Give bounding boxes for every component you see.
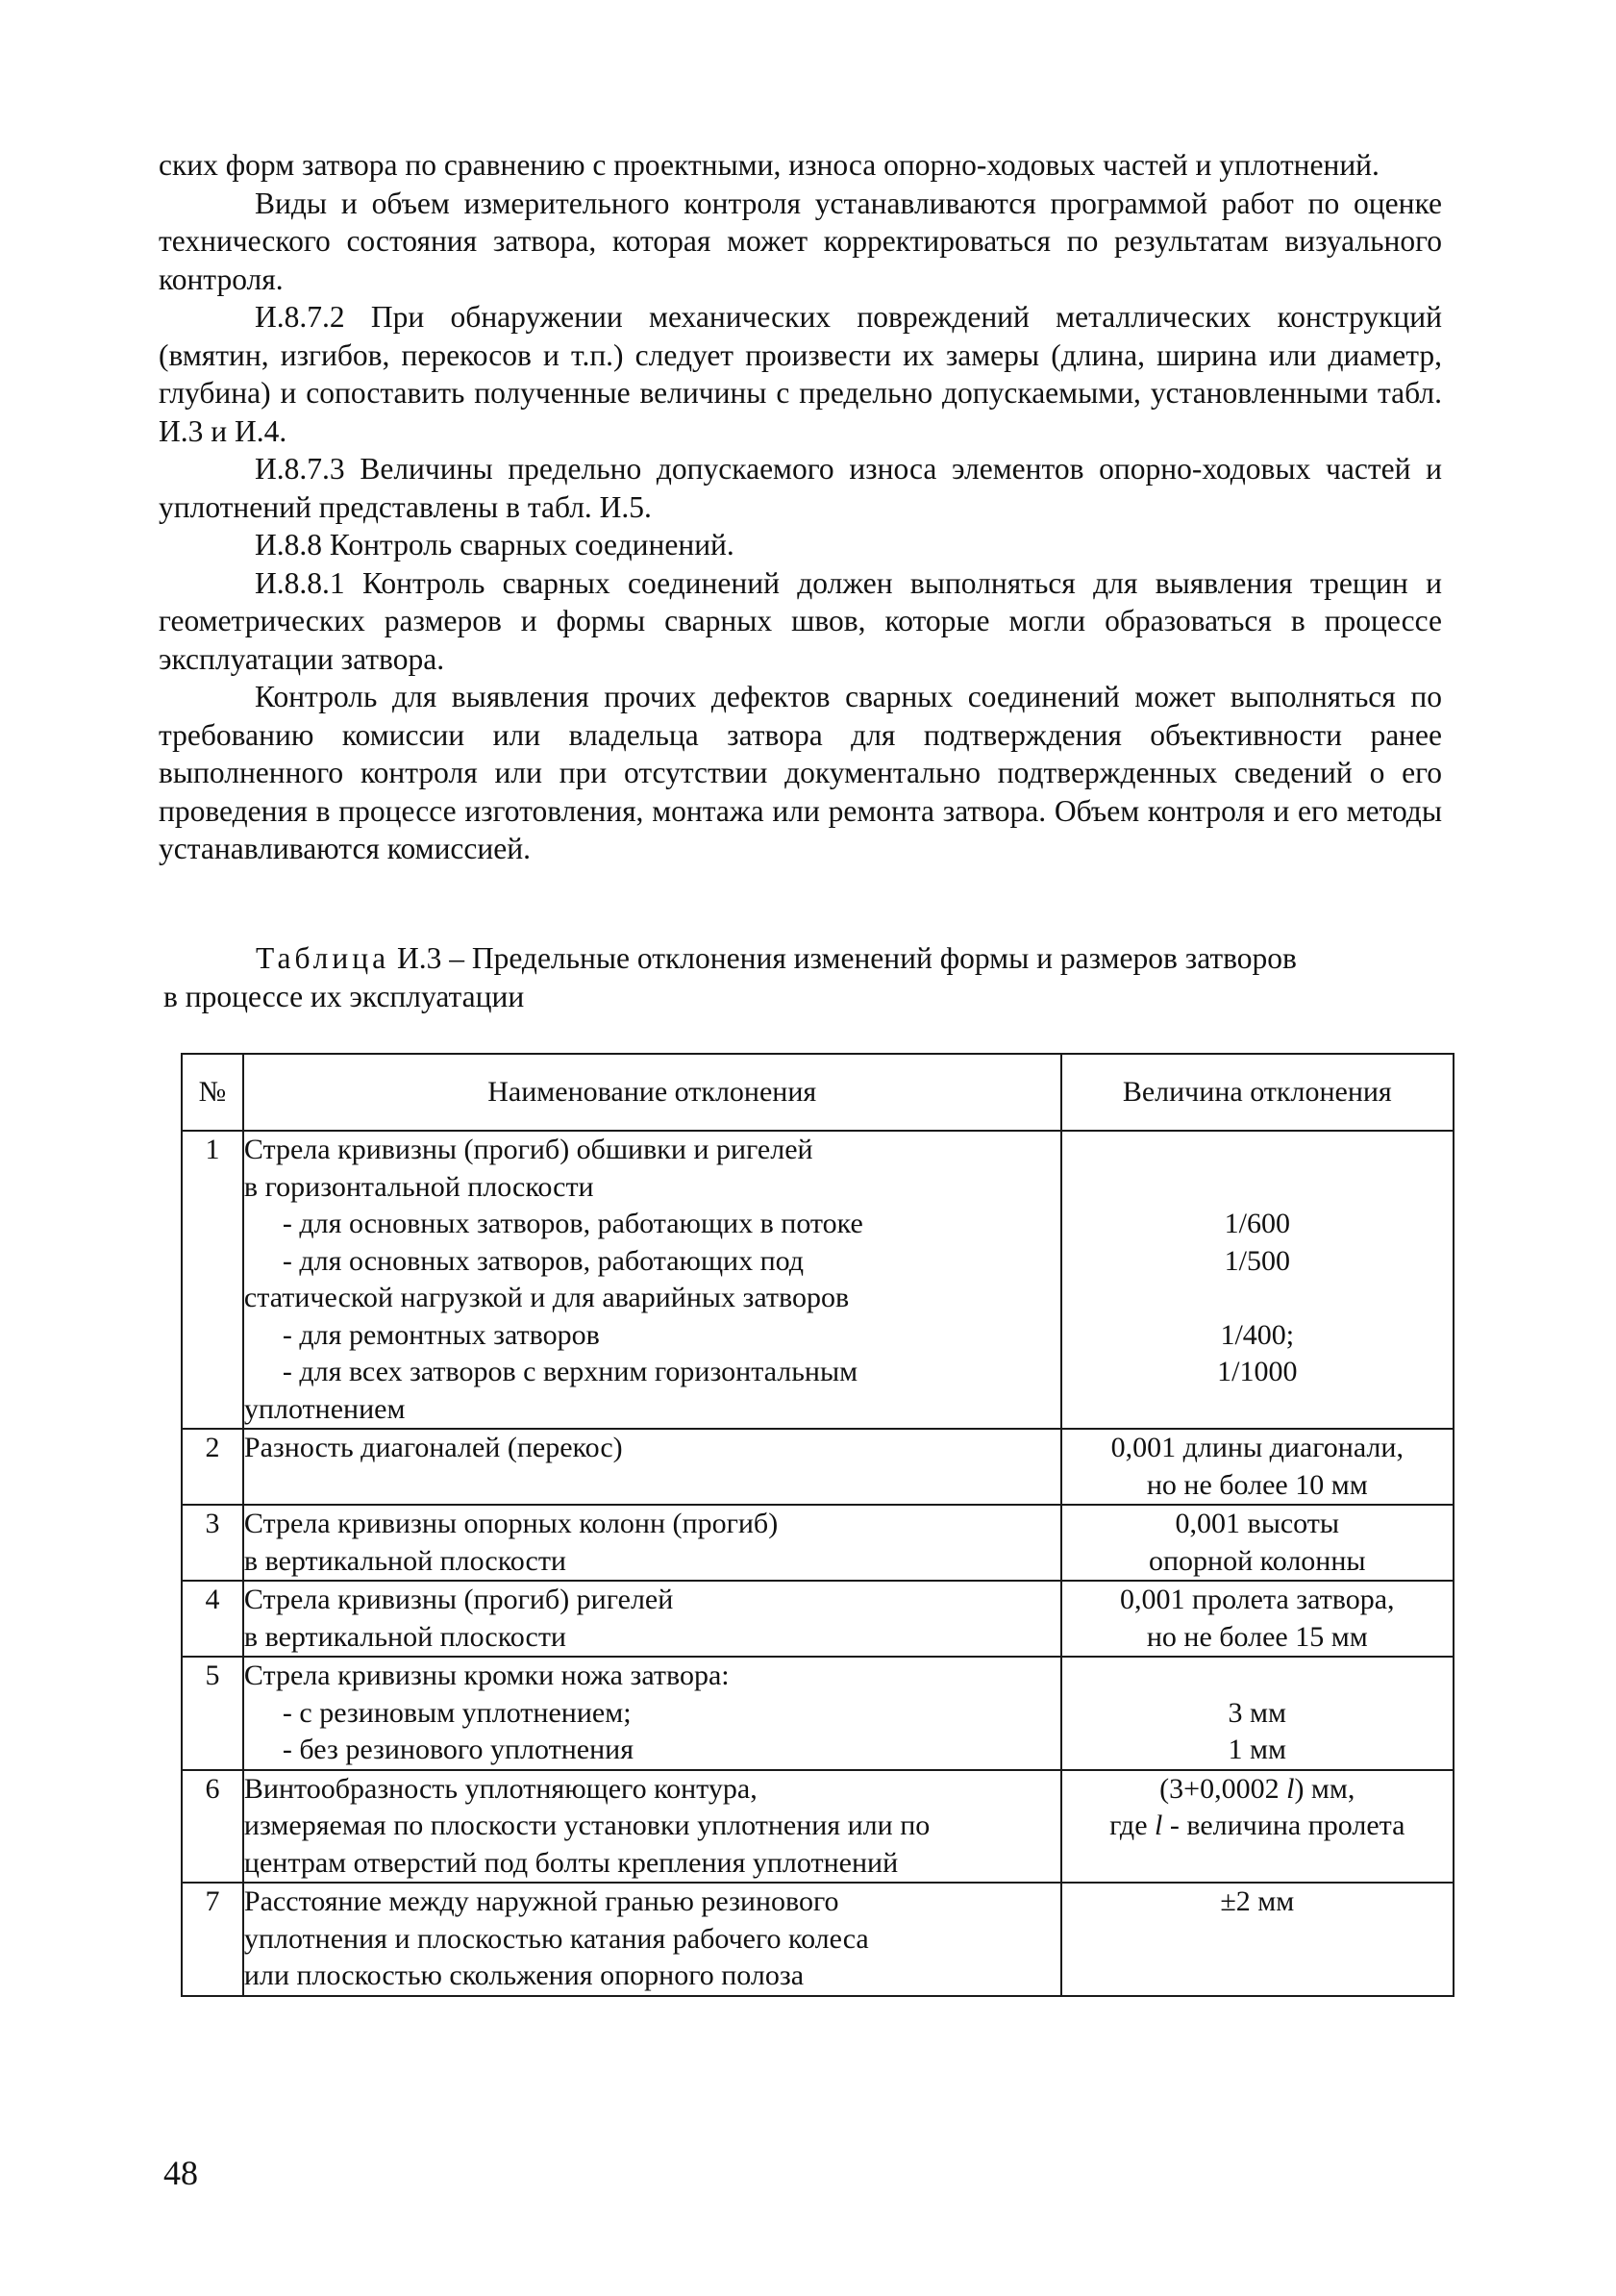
caption-title-line2: в процессе их эксплуатации [163,980,525,1013]
paragraph: И.8.7.2 При обнаружении механических повреждений металлических конструкций (вмятин, изгибов, перекосов и т.п.) следует произвести их замеры (длина, ширина или диаметр, глубина) и сопоставить полученные величины с предельно допускаемыми, установленными табл. И.3 и И.4. [159,300,1442,448]
table-row [182,1883,1454,1996]
table-row [182,1657,1454,1770]
row-name: Стрела кривизны (прогиб) ригелей в вертикальной плоскости [243,1581,1061,1657]
header-value: Величина отклонения [1061,1054,1454,1131]
row-num: 2 [182,1429,243,1505]
header-num: № [182,1054,243,1131]
row-value: 3 мм 1 мм [1061,1657,1454,1770]
row-name: Расстояние между наружной гранью резинового уплотнения и плоскостью катания рабочего колеса или плоскостью скольжения опорного полоза [243,1883,1061,1996]
row-num: 5 [182,1657,243,1770]
table-row [182,1581,1454,1657]
row-num: 7 [182,1883,243,1996]
paragraph: Виды и объем измерительного контроля устанавливаются программой работ по оценке технического состояния затвора, которая может корректироваться по результатам визуального контроля. [159,186,1442,296]
paragraph: И.8.7.3 Величины предельно допускаемого износа элементов опорно-ходовых частей и уплотнений представлены в табл. И.5. [159,452,1442,524]
row-value: 1/600 1/500 1/400; 1/1000 [1061,1131,1454,1429]
row-num: 6 [182,1770,243,1884]
row-name: Стрела кривизны (прогиб) обшивки и ригелей в горизонтальной плоскости - для основных затворов, работающих в потоке - для основных затворов, работающих под статической нагрузкой и для аварийных затворов - для ремонтных затворов - для всех затворов с верхним горизонтальным уплотнением [243,1131,1061,1429]
table-row [182,1770,1454,1884]
body-text [159,146,1442,868]
paragraph: И.8.8.1 Контроль сварных соединений должен выполняться для выявления трещин и геометрических размеров и формы сварных швов, которые могли образоваться в процессе эксплуатации затвора. [159,565,1442,676]
row-value: (3+0,0002 l) мм, где l - величина пролета [1061,1770,1454,1884]
paragraph: ских форм затвора по сравнению с проектными, износа опорно-ходовых частей и уплотнений. [159,148,1380,182]
row-num: 4 [182,1581,243,1657]
table-header-row [182,1054,1454,1131]
row-value: 0,001 пролета затвора, но не более 15 мм [1061,1581,1454,1657]
paragraph: И.8.8 Контроль сварных соединений. [255,528,734,562]
row-name: Винтообразность уплотняющего контура, измеряемая по плоскости установки уплотнения или по центрам отверстий под болты крепления уплотнений [243,1770,1061,1884]
row-name: Стрела кривизны опорных колонн (прогиб) в вертикальной плоскости [243,1505,1061,1581]
page-number: 48 [163,2154,198,2192]
caption-title: И.3 – Предельные отклонения изменений формы и размеров затворов [396,941,1297,975]
table-row [182,1505,1454,1581]
row-num: 1 [182,1131,243,1429]
row-value: 0,001 длины диагонали, но не более 10 мм [1061,1429,1454,1505]
row-value: 0,001 высоты опорной колонны [1061,1505,1454,1581]
row-name: Разность диагоналей (перекос) [243,1429,1061,1505]
row-num: 3 [182,1505,243,1581]
header-name: Наименование отклонения [243,1054,1061,1131]
row-name: Стрела кривизны кромки ножа затвора: - с резиновым уплотнением; - без резинового уплотнения [243,1657,1061,1770]
table-row [182,1429,1454,1505]
table-caption [163,939,1442,1016]
deviations-table [181,1053,1454,1997]
paragraph: Контроль для выявления прочих дефектов сварных соединений может выполняться по требованию комиссии или владельца затвора для подтверждения объективности ранее выполненного контроля или при отсутствии документально подтвержденных сведений о его проведения в процессе изготовления, монтажа или ремонта затвора. Объем контроля и его методы устанавливаются комиссией. [159,680,1442,865]
row-value: ±2 мм [1061,1883,1454,1996]
table-row [182,1131,1454,1429]
caption-label: Таблица [256,941,390,975]
